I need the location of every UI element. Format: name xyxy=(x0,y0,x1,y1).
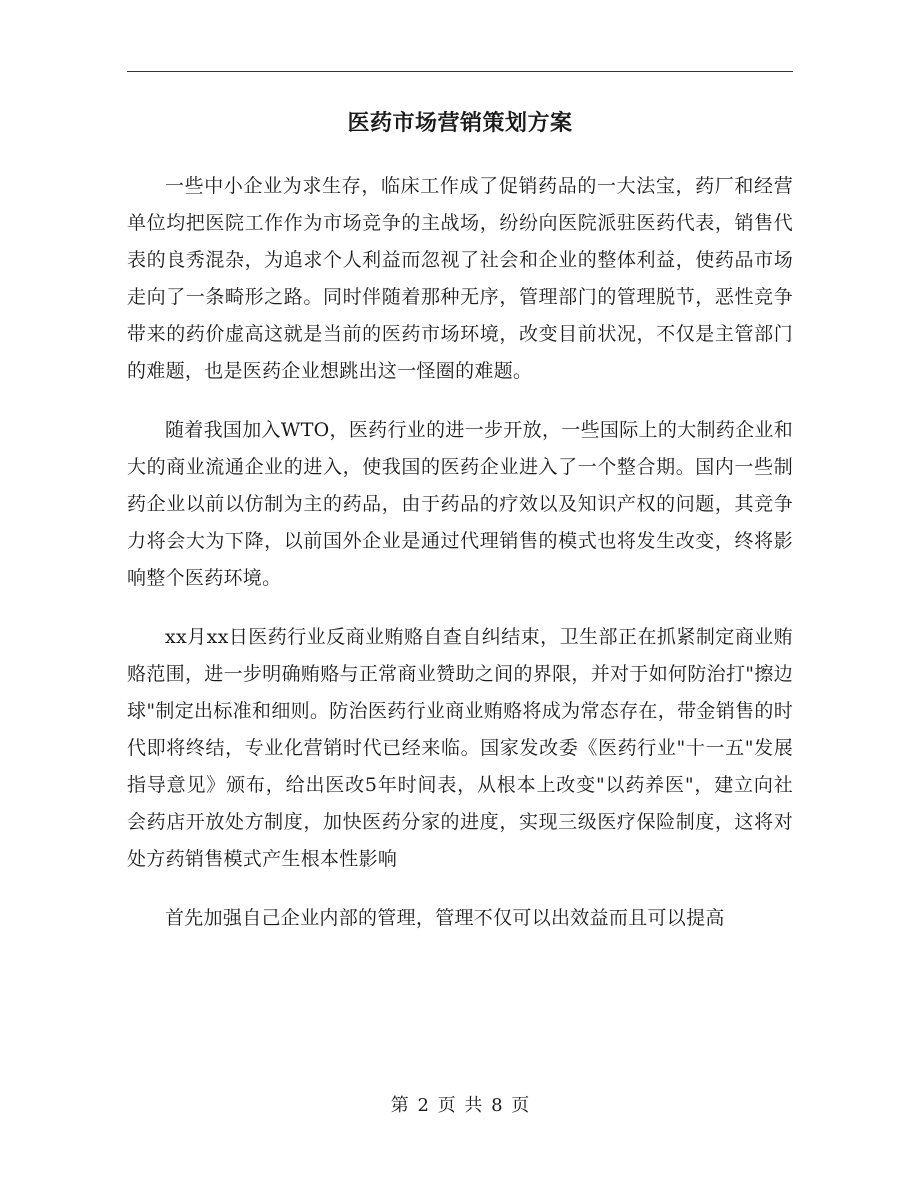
page-number-footer: 第 2 页 共 8 页 xyxy=(390,1095,530,1116)
paragraph-3: xx月xx日医药行业反商业贿赂自查自纠结束，卫生部正在抓紧制定商业贿赂范围，进一步明确贿赂与正常商业赞助之间的界限，并对于如何防治打"擦边球"制定出标准和细则。防治医药行业商业贿赂将成为常态存在，带金销售的时代即将终结，专业化营销时代已经来临。国家发改委《医药行业"十一五"发展指导意见》颁布，给出医改5年时间表，从根本上改变"以药养医"，建立向社会药店开放处方制度，加快医药分家的进度，实现三级医疗保险制度，这将对处方药销售模式产生根本性影响 xyxy=(127,626,793,870)
document-title: 医药市场营销策划方案 xyxy=(347,111,573,136)
paragraph-4: 首先加强自己企业内部的管理，管理不仅可以出效益而且可以提高 xyxy=(165,907,725,929)
paragraph-2: 随着我国加入WTO，医药行业的进一步开放，一些国际上的大制药企业和大的商业流通企业的进入，使我国的医药企业进入了一个整合期。国内一些制药企业以前以仿制为主的药品，由于药品的疗效以及知识产权的问题，其竞争力将会大为下降，以前国外企业是通过代理销售的模式也将发生改变，终将影响整个医药环境。 xyxy=(127,419,793,589)
header-rule xyxy=(127,71,793,72)
paragraph-1: 一些中小企业为求生存，临床工作成了促销药品的一大法宝，药厂和经营单位均把医院工作作为市场竞争的主战场，纷纷向医院派驻医药代表，销售代表的良秀混杂，为追求个人利益而忽视了社会和企业的整体利益，使药品市场走向了一条畸形之路。同时伴随着那种无序，管理部门的管理脱节，恶性竞争带来的药价虚高这就是当前的医药市场环境，改变目前状况，不仅是主管部门的难题，也是医药企业想跳出这一怪圈的难题。 xyxy=(127,175,793,382)
document-body xyxy=(127,168,793,937)
